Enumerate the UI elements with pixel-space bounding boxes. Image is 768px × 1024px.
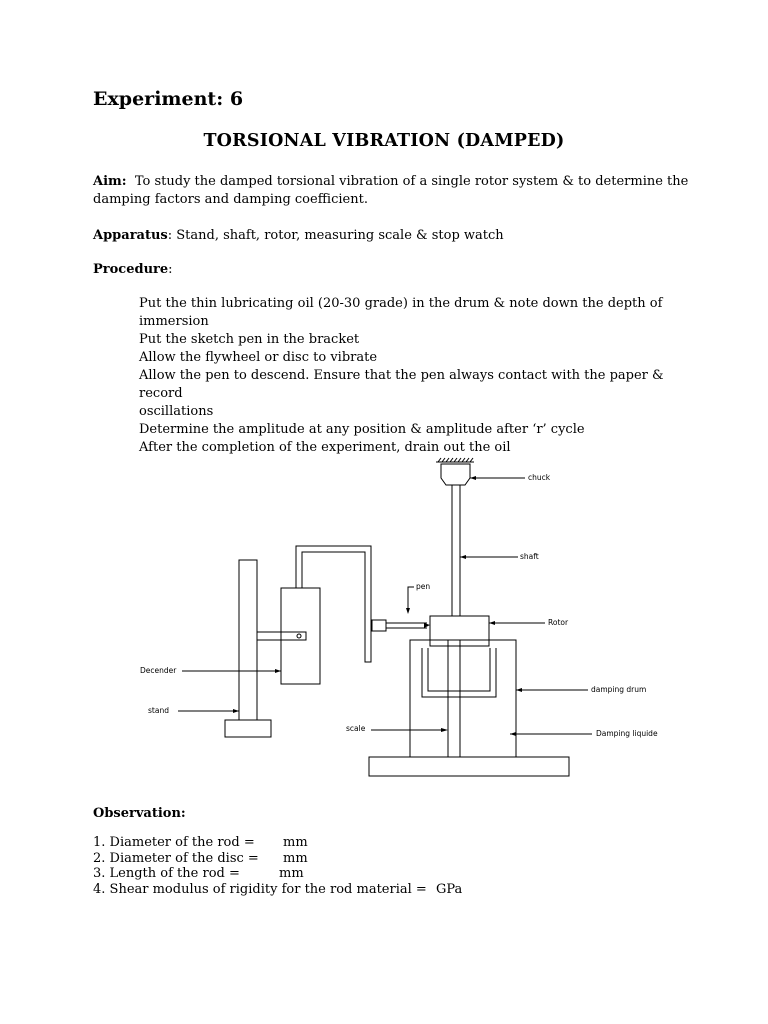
damping-drum	[410, 640, 516, 757]
observation-text: 2. Diameter of the disc =	[93, 850, 259, 866]
procedure-line: immersion	[139, 314, 209, 329]
procedure-line: oscillations	[139, 404, 214, 419]
aim-label: Aim:	[93, 174, 127, 189]
label-stand: stand	[148, 706, 169, 715]
observation-text: 4. Shear modulus of rigidity for the rod material =	[93, 881, 427, 897]
aim-text-2: damping factors and damping coefficient.	[93, 192, 368, 207]
shaft	[452, 485, 460, 616]
label-pen: pen	[416, 582, 431, 591]
procedure-line: Put the sketch pen in the bracket	[139, 332, 360, 347]
procedure-colon: :	[168, 262, 173, 277]
observation-text: 3. Length of the rod =	[93, 866, 240, 881]
label-shaft: shaft	[520, 552, 539, 561]
observation-item	[93, 882, 513, 898]
observation-item	[93, 851, 513, 867]
damping-cup	[422, 648, 496, 697]
procedure-line: Put the thin lubricating oil (20-30 grade) in the drum & note down the depth of	[139, 296, 663, 311]
procedure-line: After the completion of the experiment, drain out the oil	[139, 440, 511, 455]
procedure-line: Allow the flywheel or disc to vibrate	[139, 350, 378, 365]
observation-item	[93, 835, 513, 851]
label-damping-drum: damping drum	[591, 685, 647, 694]
scale-rod	[448, 640, 460, 757]
apparatus-label: Apparatus	[93, 228, 168, 243]
experiment-heading: Experiment: 6	[93, 88, 244, 110]
apparatus-text: : Stand, shaft, rotor, measuring scale & stop watch	[167, 228, 504, 243]
label-damping-liquide: Damping liquide	[596, 729, 658, 738]
pen-holder	[372, 620, 386, 631]
fixed-support	[436, 458, 474, 462]
observation-unit: mm	[283, 850, 308, 866]
label-rotor: Rotor	[548, 618, 569, 627]
label-decender: Decender	[140, 666, 177, 675]
hook-arm	[296, 546, 371, 662]
stand-post	[239, 560, 257, 720]
observation-label: Observation:	[93, 806, 186, 821]
procedure-label: Procedure	[93, 262, 169, 277]
aim-text-1: To study the damped torsional vibration of a single rotor system & to determine the	[134, 174, 689, 189]
page-title: TORSIONAL VIBRATION (DAMPED)	[203, 131, 565, 151]
stand-base	[225, 720, 271, 737]
observation-unit: GPa	[436, 881, 463, 897]
procedure-line: Allow the pen to descend. Ensure that the pen always contact with the paper & record	[139, 368, 664, 401]
chuck	[441, 464, 470, 485]
observation-unit: mm	[279, 866, 304, 881]
procedure-line: Determine the amplitude at any position & amplitude after ‘r’ cycle	[139, 422, 585, 437]
label-chuck: chuck	[528, 473, 551, 482]
label-scale: scale	[346, 724, 366, 733]
observation-list	[93, 835, 513, 897]
observation-unit: mm	[283, 835, 308, 850]
base-plate	[369, 757, 569, 776]
observation-text: 1. Diameter of the rod =	[93, 835, 255, 850]
observation-item	[93, 866, 513, 882]
